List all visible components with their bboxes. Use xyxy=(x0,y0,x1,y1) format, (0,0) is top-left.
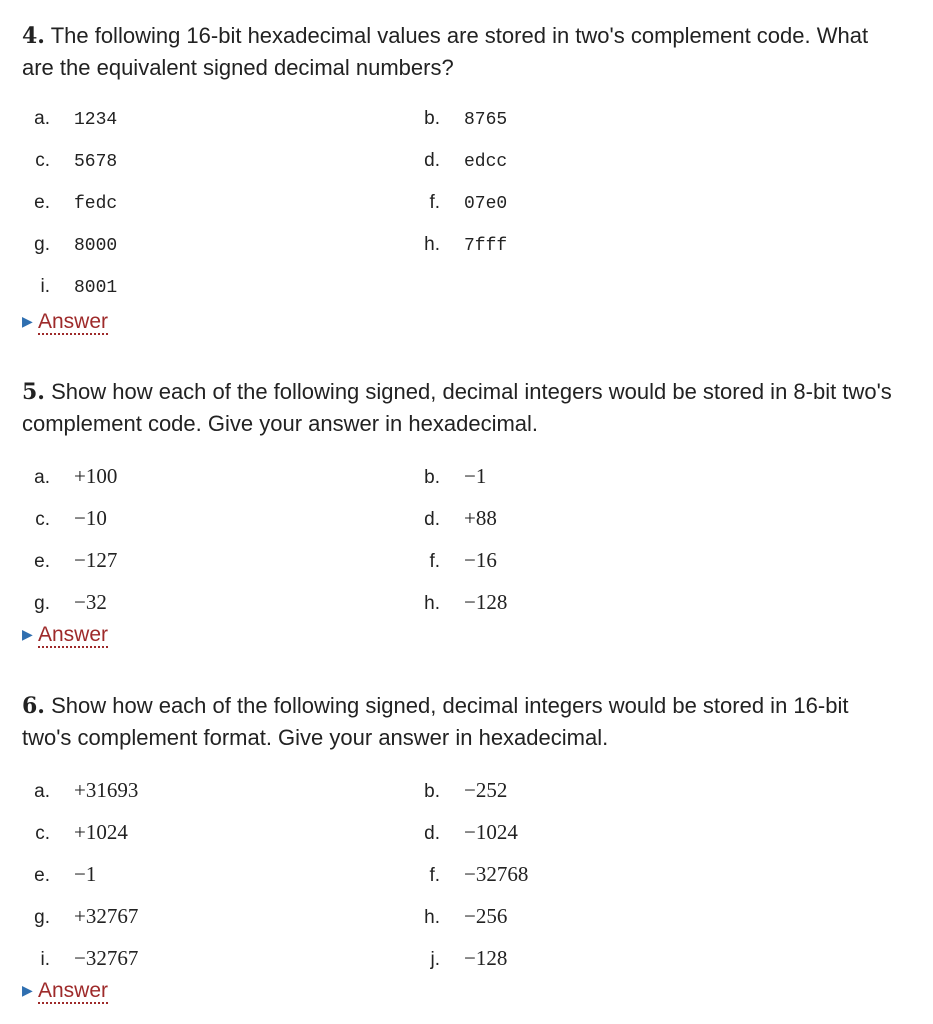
item-value: 1234 xyxy=(74,110,118,130)
item-label: g. xyxy=(34,234,50,255)
item-value: −1024 xyxy=(464,820,518,844)
item-value: −32768 xyxy=(464,862,529,886)
answer-link-label: Answer xyxy=(38,979,109,1002)
item-label: a. xyxy=(34,781,50,802)
list-item xyxy=(20,182,117,224)
exercise-number: 6. xyxy=(22,693,45,719)
item-label: b. xyxy=(424,108,440,129)
list-item xyxy=(410,539,497,581)
item-value: −128 xyxy=(464,590,508,614)
item-label: d. xyxy=(424,509,440,530)
item-label: i. xyxy=(40,276,50,297)
item-value: 5678 xyxy=(74,152,118,172)
list-item xyxy=(410,811,518,853)
exercise-5-prompt xyxy=(22,376,902,440)
item-label: i. xyxy=(40,949,50,970)
item-value: −10 xyxy=(74,506,107,530)
item-label: d. xyxy=(424,150,440,171)
item-value: −16 xyxy=(464,548,497,572)
item-value: edcc xyxy=(464,152,508,172)
list-item xyxy=(20,98,117,140)
exercise-text: Show how each of the following signed, decimal integers would be stored in 16-bit two's complement format. Give your answer in hexadecimal. xyxy=(22,693,849,750)
answer-toggle[interactable] xyxy=(22,976,108,1005)
item-label: a. xyxy=(34,108,50,129)
triangle-right-icon: ▶ xyxy=(22,982,33,998)
item-value: +31693 xyxy=(74,778,139,802)
list-item xyxy=(20,455,117,497)
list-item xyxy=(20,224,117,266)
item-label: d. xyxy=(424,823,440,844)
item-value: 8001 xyxy=(74,278,118,298)
item-label: e. xyxy=(34,865,50,886)
list-item xyxy=(410,497,497,539)
list-item xyxy=(410,895,507,937)
item-value: −32767 xyxy=(74,946,139,970)
exercise-text: The following 16-bit hexadecimal values are stored in two's complement code. What are the equivalent signed decimal numbers? xyxy=(22,23,869,80)
item-value: −252 xyxy=(464,778,508,802)
exercise-4 xyxy=(22,20,902,84)
item-label: e. xyxy=(34,192,50,213)
item-value: +1024 xyxy=(74,820,128,844)
answer-link-label: Answer xyxy=(38,310,109,333)
item-label: g. xyxy=(34,907,50,928)
item-label: h. xyxy=(424,593,440,614)
item-value: 8765 xyxy=(464,110,508,130)
list-item xyxy=(410,455,486,497)
list-item xyxy=(20,140,117,182)
item-label: g. xyxy=(34,593,50,614)
list-item xyxy=(410,853,528,895)
item-value: fedc xyxy=(74,194,118,214)
exercise-6-prompt xyxy=(22,690,902,754)
exercise-number: 4. xyxy=(22,23,45,49)
list-item xyxy=(410,581,507,623)
list-item xyxy=(410,769,507,811)
item-value: 7fff xyxy=(464,236,508,256)
item-label: e. xyxy=(34,551,50,572)
list-item xyxy=(20,895,138,937)
answer-toggle[interactable] xyxy=(22,307,108,336)
list-item xyxy=(20,266,117,308)
item-label: f. xyxy=(429,865,440,886)
item-value: +100 xyxy=(74,464,118,488)
item-value: −32 xyxy=(74,590,107,614)
list-item xyxy=(20,539,117,581)
exercise-number: 5. xyxy=(22,379,45,405)
list-item xyxy=(410,98,507,140)
list-item xyxy=(410,182,507,224)
item-label: a. xyxy=(34,467,50,488)
exercise-5 xyxy=(22,376,902,440)
exercise-4-prompt xyxy=(22,20,902,84)
item-label: f. xyxy=(429,551,440,572)
item-label: h. xyxy=(424,907,440,928)
item-value: −127 xyxy=(74,548,118,572)
answer-toggle[interactable] xyxy=(22,620,108,649)
item-label: b. xyxy=(424,467,440,488)
item-value: 07e0 xyxy=(464,194,508,214)
item-label: f. xyxy=(429,192,440,213)
item-label: c. xyxy=(35,823,50,844)
item-label: h. xyxy=(424,234,440,255)
item-label: b. xyxy=(424,781,440,802)
list-item xyxy=(20,769,138,811)
item-value: 8000 xyxy=(74,236,118,256)
item-value: +88 xyxy=(464,506,497,530)
item-label: c. xyxy=(35,150,50,171)
item-value: −128 xyxy=(464,946,508,970)
list-item xyxy=(410,224,507,266)
list-item xyxy=(20,581,107,623)
item-value: +32767 xyxy=(74,904,139,928)
list-item xyxy=(20,811,128,853)
list-item xyxy=(20,937,138,979)
list-item xyxy=(20,497,107,539)
answer-link-label: Answer xyxy=(38,623,109,646)
item-value: −1 xyxy=(464,464,487,488)
triangle-right-icon: ▶ xyxy=(22,313,33,329)
list-item xyxy=(410,140,507,182)
list-item xyxy=(410,937,507,979)
item-label: c. xyxy=(35,509,50,530)
exercise-6 xyxy=(22,690,902,754)
item-value: −1 xyxy=(74,862,97,886)
item-value: −256 xyxy=(464,904,508,928)
list-item xyxy=(20,853,96,895)
triangle-right-icon: ▶ xyxy=(22,626,33,642)
item-label: j. xyxy=(430,949,440,970)
exercise-text: Show how each of the following signed, decimal integers would be stored in 8-bit two's complement code. Give your answer in hexadecimal. xyxy=(22,379,892,436)
